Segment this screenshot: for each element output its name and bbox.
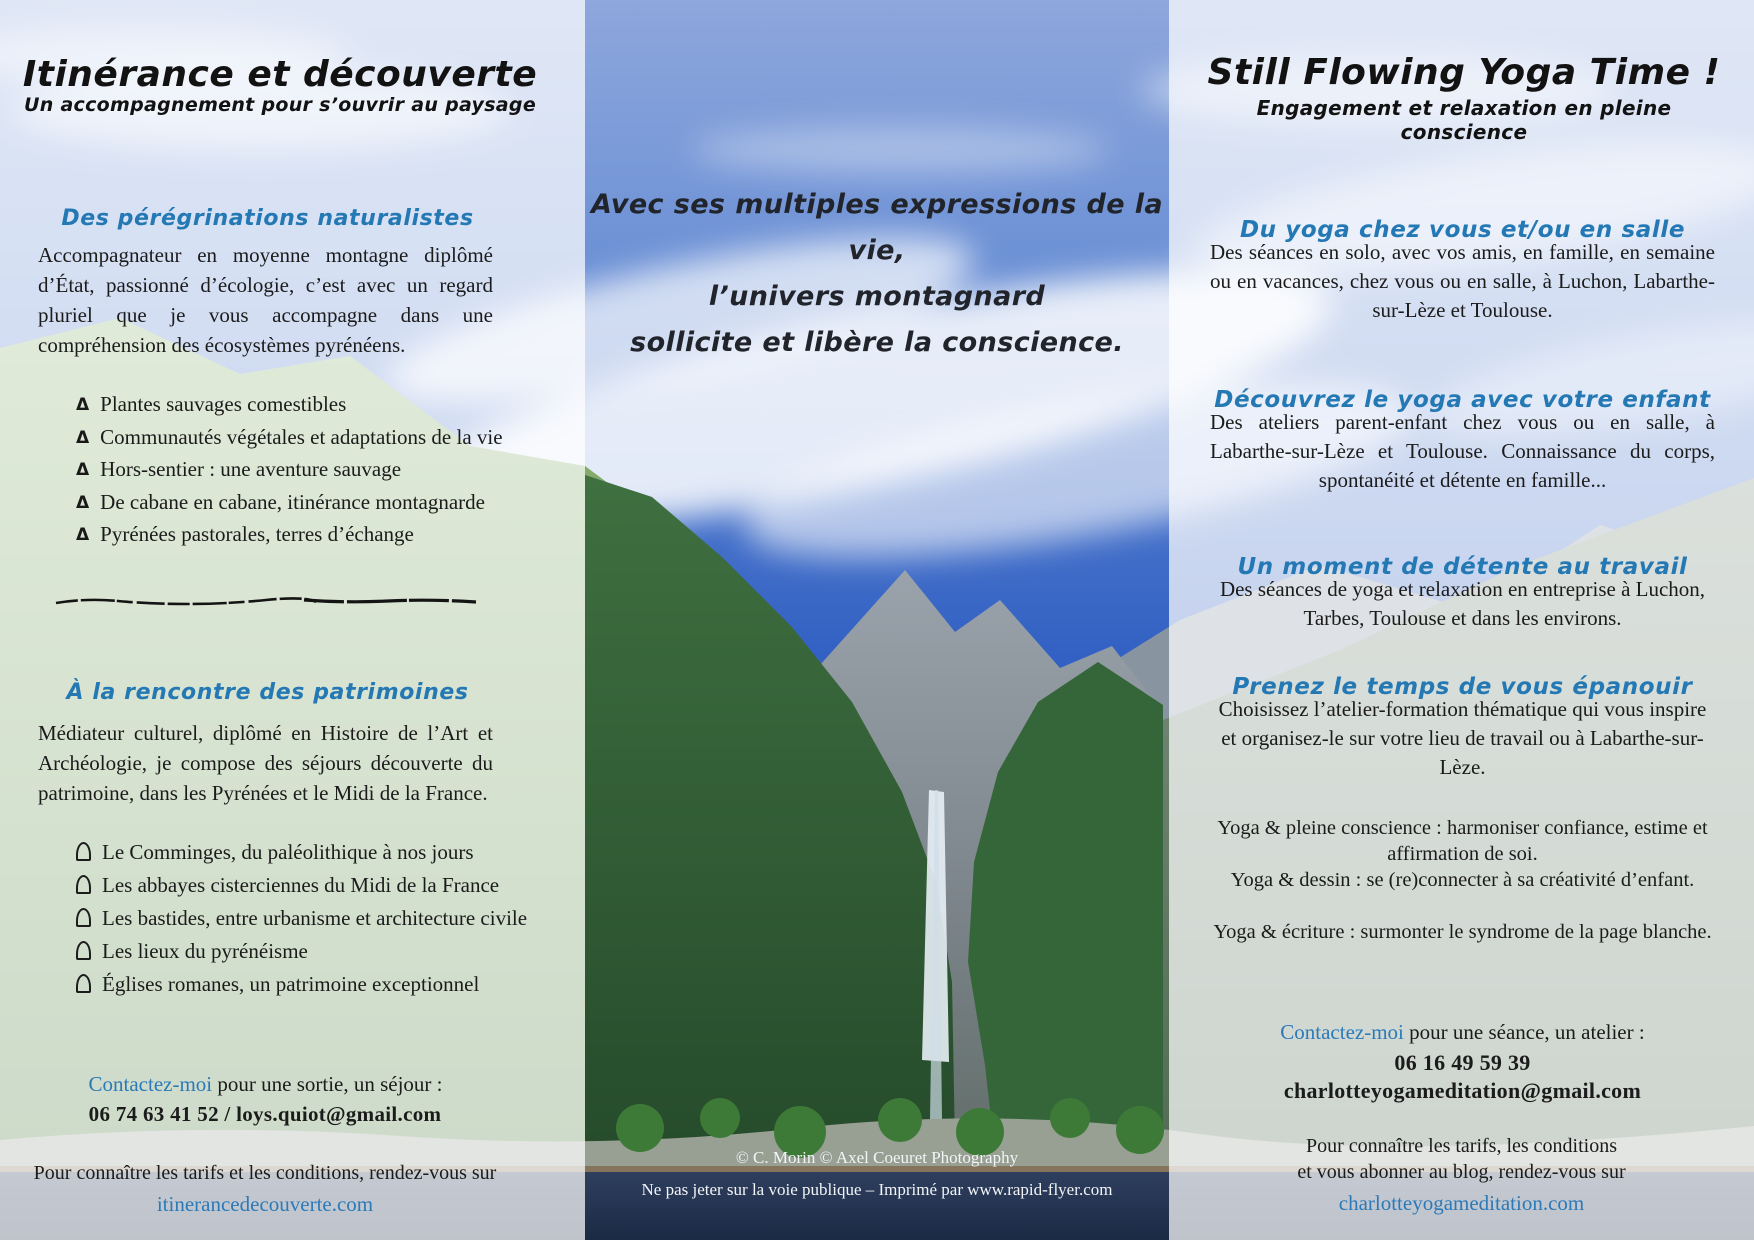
print-credit-line: Ne pas jeter sur la voie publique – Imprimé par www.rapid-flyer.com <box>641 1180 1113 1199</box>
contact-line <box>1210 1020 1715 1045</box>
quote-line: l’univers montagnard <box>708 281 1046 312</box>
triangle-bullet-icon: Δ <box>76 395 90 415</box>
list-item-label: Églises romanes, un patrimoine exceptionnel <box>102 972 480 996</box>
list-item-label: Plantes sauvages comestibles <box>100 392 347 416</box>
footer-tarifs-line: Pour connaître les tarifs et les conditions, rendez-vous sur <box>33 1162 497 1184</box>
workshop-dessin: Yoga & dessin : se (re)connecter à sa créativité d’enfant. <box>1230 869 1695 891</box>
paragraph-atelier-formation: Choisissez l’atelier-formation thématique qui vous inspire et organisez-le sur votre lieu de travail ou à Labarthe-sur-Lèze. <box>1218 697 1707 779</box>
heading-temps-epanouir: Prenez le temps de vous épanouir <box>1232 674 1693 701</box>
left-panel-title: Itinérance et découverte <box>22 54 538 96</box>
right-panel-title: Still Flowing Yoga Time ! <box>1207 52 1721 94</box>
left-panel <box>0 0 585 1240</box>
contact-line-rest: pour une sortie, un séjour : <box>212 1072 443 1096</box>
list-item <box>76 939 556 972</box>
list-item-label: Communautés végétales et adaptations de la vie <box>100 424 503 449</box>
email-line: charlotteyogameditation@gmail.com <box>1283 1078 1642 1103</box>
arch-bullet-icon <box>76 875 91 894</box>
contact-line-rest: pour une séance, un atelier : <box>1403 1020 1645 1044</box>
list-item <box>76 873 556 906</box>
list-item <box>76 457 556 490</box>
contact-me-link[interactable]: Contactez-moi <box>1280 1020 1404 1044</box>
paragraph-patrimoine: Médiateur culturel, diplômé en Histoire de l’Art et Archéologie, je compose des séjours découverte du patrimoine, dans les Pyrénées et le Midi de la France. <box>38 721 493 805</box>
list-item <box>76 840 556 873</box>
list-item-label: Les lieux du pyrénéisme <box>102 939 308 963</box>
footer-tarifs-line-1: Pour connaître les tarifs, les conditions <box>1305 1135 1618 1157</box>
right-panel-subtitle: Engagement et relaxation en pleine conscience <box>1256 96 1672 144</box>
list-item-label: De cabane en cabane, itinérance montagnarde <box>100 489 485 514</box>
arch-bullet-icon <box>76 941 91 960</box>
arch-bullet-icon <box>76 908 91 927</box>
heading-peregrinations-naturalistes: Des pérégrinations naturalistes <box>61 206 474 232</box>
triangle-bullet-icon: Δ <box>76 525 90 545</box>
phone-line: 06 16 49 59 39 <box>1394 1050 1531 1075</box>
list-item-label: Le Comminges, du paléolithique à nos jours <box>102 840 474 864</box>
website-link-charlotteyoga[interactable]: charlotteyogameditation.com <box>1338 1191 1585 1215</box>
heading-detente-travail: Un moment de détente au travail <box>1237 554 1688 581</box>
quote-line: Avec ses multiples expressions de la vie, <box>591 189 1163 266</box>
triangle-bullet-icon: Δ <box>76 427 90 448</box>
center-panel <box>585 0 1169 1240</box>
list-item-label: Les bastides, entre urbanisme et architecture civile <box>102 906 528 930</box>
quote-line: sollicite et libère la conscience. <box>630 327 1124 358</box>
footer-tarifs-line-2: et vous abonner au blog, rendez-vous sur <box>1297 1161 1626 1183</box>
list-item-label: Pyrénées pastorales, terres d’échange <box>100 522 414 546</box>
workshop-pleine-conscience: Yoga & pleine conscience : harmoniser confiance, estime et affirmation de soi. <box>1217 817 1708 865</box>
heritage-tours-list <box>76 840 556 1005</box>
list-item-label: Les abbayes cisterciennes du Midi de la France <box>102 873 500 897</box>
hand-drawn-divider <box>52 592 482 610</box>
workshop-ecriture: Yoga & écriture : surmonter le syndrome de la page blanche. <box>1213 921 1712 943</box>
list-item <box>76 522 556 555</box>
heading-yoga-chez-vous: Du yoga chez vous et/ou en salle <box>1239 217 1686 244</box>
mountain-quote <box>585 182 1169 366</box>
heading-yoga-enfant: Découvrez le yoga avec votre enfant <box>1214 387 1711 414</box>
paragraph-naturaliste: Accompagnateur en moyenne montagne diplômé d’État, passionné d’écologie, c’est avec un regard pluriel que je vous accompagne dans une compréhension des écosystèmes pyrénéens. <box>38 243 493 357</box>
contact-me-link[interactable]: Contactez-moi <box>88 1072 213 1096</box>
triangle-bullet-icon: Δ <box>76 460 90 480</box>
naturalist-outings-list <box>76 392 556 555</box>
paragraph-yoga-chez-vous: Des séances en solo, avec vos amis, en famille, en semaine ou en vacances, chez vous ou en salle, à Luchon, Labarthe-sur-Lèze et Toulouse. <box>1210 240 1715 322</box>
list-item <box>76 425 556 458</box>
phone-email-line: 06 74 63 41 52 / loys.quiot@gmail.com <box>88 1102 442 1126</box>
list-item <box>76 906 556 939</box>
triangle-bullet-icon: Δ <box>76 492 90 513</box>
paragraph-detente-travail: Des séances de yoga et relaxation en entreprise à Luchon, Tarbes, Toulouse et dans les environs. <box>1219 577 1706 630</box>
website-link-itinerance[interactable]: itinerancedecouverte.com <box>156 1192 374 1216</box>
list-item <box>76 490 556 523</box>
right-panel <box>1169 0 1754 1240</box>
list-item <box>76 972 556 1005</box>
heading-rencontre-patrimoines: À la rencontre des patrimoines <box>66 680 469 706</box>
list-item-label: Hors-sentier : une aventure sauvage <box>100 457 402 481</box>
arch-bullet-icon <box>76 842 91 861</box>
arch-bullet-icon <box>76 974 91 993</box>
contact-line <box>38 1072 493 1097</box>
photo-credit-line: © C. Morin © Axel Coeuret Photography <box>735 1148 1019 1167</box>
paragraph-yoga-enfant: Des ateliers parent-enfant chez vous ou en salle, à Labarthe-sur-Lèze et Toulouse. Connaissance du corps, spontanéité et détente en famille... <box>1210 410 1715 492</box>
list-item <box>76 392 556 425</box>
left-panel-subtitle: Un accompagnement pour s’ouvrir au paysage <box>23 94 537 116</box>
